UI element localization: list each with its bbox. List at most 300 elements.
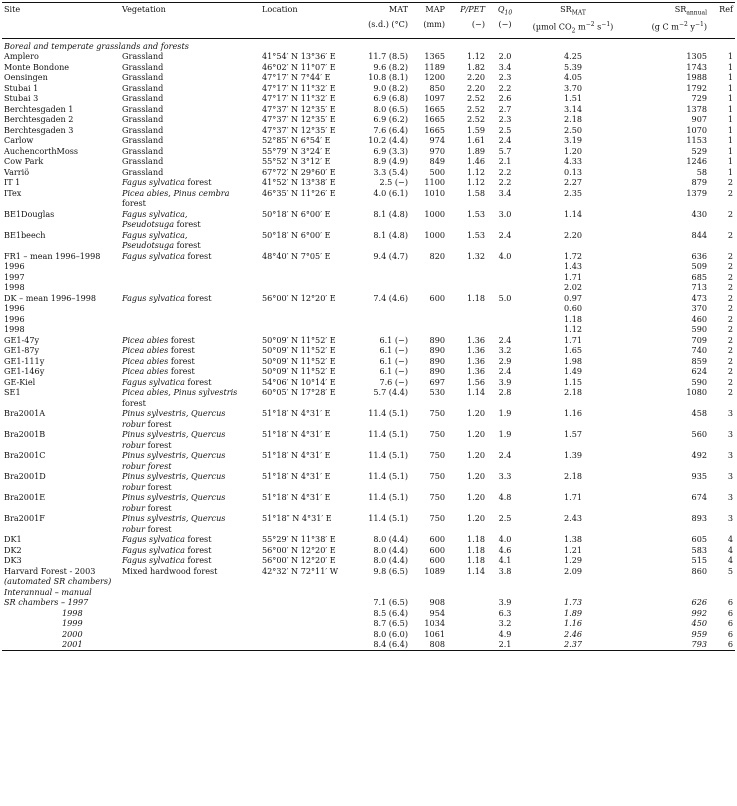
- cell-site: [2, 450, 120, 471]
- header-srannual: $SR_{annual}$: [623, 3, 709, 19]
- cell-srmat: 1.98: [563, 355, 583, 366]
- cell-srannual: 529: [691, 145, 707, 156]
- cell-site: [2, 114, 120, 125]
- cell-srmat: 5.39: [563, 61, 583, 72]
- cell-srmat: 0.97: [563, 292, 583, 303]
- table-row: [2, 83, 735, 94]
- site-name: GE1-47y: [4, 334, 40, 345]
- vegetation-type: Grassland: [122, 72, 164, 83]
- cell-vegetation: [120, 125, 260, 136]
- cell-mat: 6.1 (−): [379, 334, 408, 345]
- cell-vegetation: [120, 513, 260, 534]
- table-row: [2, 72, 735, 83]
- site-name: Amplero: [4, 51, 39, 62]
- vegetation-type: Mixed hardwood forest: [122, 565, 218, 576]
- cell-q10: [487, 587, 523, 598]
- table-row: [2, 125, 735, 136]
- site-year: 2000: [62, 628, 83, 639]
- cell-location: 51°18″ N 4°31′ E: [262, 513, 332, 524]
- cell-q10: 2.3: [498, 72, 512, 83]
- cell-q10: 2.5: [498, 124, 512, 135]
- cell-srannual: 370: [691, 303, 707, 314]
- table-row: [2, 608, 735, 619]
- cell-srannual: 959: [691, 628, 707, 639]
- cell-mat: 4.0 (6.1): [373, 187, 408, 198]
- cell-mat: 5.7 (4.4): [373, 387, 408, 398]
- cell-mat: 6.9 (3.3): [373, 145, 408, 156]
- cell-srmat: 1.29: [563, 555, 583, 566]
- cell-srmat: 3.70: [563, 82, 583, 93]
- cell-q10: [487, 314, 523, 325]
- cell-site: [2, 324, 120, 335]
- cell-map: [410, 272, 447, 283]
- vegetation-type: Grassland: [122, 166, 164, 177]
- cell-vegetation: [120, 387, 260, 408]
- cell-srannual: 430: [691, 208, 707, 219]
- cell-mat: 3.3 (5.4): [373, 166, 408, 177]
- site-name: FR1 – mean 1996–1998: [4, 250, 101, 261]
- cell-map: 600: [429, 544, 445, 555]
- vegetation-type: forest: [184, 544, 212, 555]
- cell-q10: 2.0: [498, 51, 512, 62]
- cell-location: [260, 618, 344, 629]
- cell-site: [2, 387, 120, 408]
- vegetation-species: Fagus sylvatica: [122, 292, 185, 303]
- cell-location: [260, 608, 344, 619]
- table-row: [2, 93, 735, 104]
- cell-ref: 2: [727, 355, 733, 366]
- table-row: [2, 188, 735, 209]
- site-name: Bra2001B: [4, 429, 46, 440]
- cell-srmat: 1.16: [563, 618, 583, 629]
- table-row: [2, 587, 735, 598]
- cell-srannual: 624: [691, 366, 707, 377]
- cell-ref: 3: [727, 471, 733, 482]
- cell-site: [2, 366, 120, 377]
- cell-site: [2, 303, 120, 314]
- cell-ppet: 1.36: [466, 355, 485, 366]
- site-name: 1998: [4, 324, 25, 335]
- cell-q10: 2.2: [498, 82, 512, 93]
- table-row: [2, 513, 735, 534]
- cell-vegetation: [120, 177, 260, 188]
- cell-map: 1000: [424, 229, 445, 240]
- vegetation-type: forest: [184, 292, 212, 303]
- cell-map: 1665: [424, 103, 445, 114]
- table-row: [2, 566, 735, 587]
- cell-location: 47°37′ N 12°35′ E: [262, 124, 336, 135]
- table-row: [2, 209, 735, 230]
- cell-ref: 3: [727, 450, 733, 461]
- cell-srmat: 4.25: [563, 51, 583, 62]
- cell-map: 890: [429, 345, 445, 356]
- site-name: IT 1: [4, 177, 21, 188]
- vegetation-type: Grassland: [122, 51, 164, 62]
- cell-ref: 6: [709, 639, 735, 650]
- cell-srmat: 3.19: [563, 135, 583, 146]
- cell-location: 51°18′ N 4°31′ E: [262, 471, 331, 482]
- header-mat-unit: (s.d.) (°C): [344, 19, 410, 39]
- cell-mat: 8.5 (6.4): [373, 607, 408, 618]
- cell-site: [2, 135, 120, 146]
- vegetation-species: Fagus sylvatica: [122, 555, 185, 566]
- cell-srannual: 1378: [686, 103, 707, 114]
- vegetation-type: forest: [168, 366, 195, 377]
- cell-q10: 2.2: [498, 177, 512, 188]
- vegetation-species: Pinus sylvestris, Quercus: [122, 429, 226, 440]
- cell-ppet: 2.52: [466, 103, 485, 114]
- cell-q10: 2.4: [498, 450, 512, 461]
- site-name: 1996: [4, 261, 25, 272]
- cell-srannual: 1246: [686, 156, 707, 167]
- cell-srannual: 844: [691, 229, 707, 240]
- cell-mat: 9.4 (4.7): [373, 250, 408, 261]
- header-mat: MAT: [344, 3, 410, 19]
- header-q10: $Q_{10}$: [487, 3, 523, 19]
- cell-mat: 8.4 (6.4): [344, 639, 410, 650]
- cell-srmat: 1.51: [563, 93, 583, 104]
- cell-srannual: 583: [691, 544, 707, 555]
- cell-srmat: 2.43: [563, 513, 583, 524]
- cell-mat: 7.6 (6.4): [373, 124, 408, 135]
- cell-srannual: 793: [623, 639, 709, 650]
- cell-ppet: [447, 282, 487, 293]
- vegetation-type: forest: [184, 555, 212, 566]
- cell-ref: 2: [727, 187, 733, 198]
- cell-vegetation: [120, 608, 260, 619]
- table-row: [2, 303, 735, 314]
- cell-ppet: 1.20: [466, 429, 485, 440]
- cell-ref: 4: [727, 555, 733, 566]
- cell-ppet: [447, 314, 487, 325]
- site-name: 1998: [4, 282, 25, 293]
- cell-site: [2, 639, 120, 650]
- cell-srannual: 590: [691, 324, 707, 335]
- header-vegetation: Vegetation: [120, 3, 260, 19]
- cell-location: 51°18′ N 4°31′ E: [262, 492, 331, 503]
- cell-vegetation: [120, 545, 260, 556]
- cell-q10: 2.4: [498, 334, 512, 345]
- cell-location: 54°06′ N 10°14′ E: [262, 376, 336, 387]
- cell-vegetation: [120, 566, 260, 587]
- cell-ref: 2: [727, 177, 733, 188]
- cell-ppet: [447, 629, 487, 640]
- header-q10-unit: (−): [487, 19, 523, 39]
- cell-site: [2, 125, 120, 136]
- site-name: Berchtesgaden 3: [4, 124, 74, 135]
- cell-ppet: [447, 324, 487, 335]
- site-name: Bra2001F: [4, 513, 45, 524]
- cell-ref: 5: [727, 565, 733, 576]
- site-name: Bra2001D: [4, 471, 46, 482]
- cell-location: [260, 314, 344, 325]
- cell-srannual: 1305: [686, 51, 707, 62]
- cell-q10: 3.9: [498, 597, 512, 608]
- cell-srmat: 2.18: [563, 114, 583, 125]
- table-row: [2, 639, 735, 650]
- cell-srmat: 4.33: [563, 156, 583, 167]
- cell-map: 1665: [424, 114, 445, 125]
- cell-site: [2, 566, 120, 587]
- cell-srannual: 674: [691, 492, 707, 503]
- cell-srmat: 2.18: [563, 387, 583, 398]
- cell-location: 47°17′ N 7°44′ E: [262, 72, 331, 83]
- cell-map: 1189: [424, 61, 445, 72]
- cell-q10: 3.2: [498, 618, 512, 629]
- cell-srannual: 740: [691, 345, 707, 356]
- table-row: [2, 62, 735, 73]
- cell-ref: 2: [727, 292, 733, 303]
- cell-vegetation: [120, 93, 260, 104]
- vegetation-species: robur: [122, 502, 146, 513]
- cell-vegetation: [120, 209, 260, 230]
- cell-srmat: 2.46: [563, 628, 583, 639]
- cell-site: [2, 492, 120, 513]
- cell-mat: 8.0 (6.5): [373, 103, 408, 114]
- table-row: [2, 345, 735, 356]
- cell-ref: 1: [727, 145, 733, 156]
- cell-q10: 3.9: [498, 376, 512, 387]
- vegetation-type: forest: [145, 502, 172, 513]
- cell-srmat: 0.60: [563, 303, 583, 314]
- cell-srmat: 1.71: [563, 492, 583, 503]
- cell-vegetation: [120, 230, 260, 251]
- table-row: [2, 314, 735, 325]
- cell-ppet: 2.52: [466, 93, 485, 104]
- cell-srmat: 1.20: [563, 145, 583, 156]
- cell-location: 47°17′ N 11°32′ E: [262, 93, 336, 104]
- cell-mat: 6.1 (−): [379, 345, 408, 356]
- cell-srmat: 1.73: [563, 597, 583, 608]
- site-year: 2001: [62, 639, 83, 650]
- cell-vegetation: [120, 534, 260, 545]
- cell-location: 46°35′ N 11°26′ E: [262, 187, 336, 198]
- cell-map: 849: [429, 156, 445, 167]
- cell-location: 51°18′ N 4°31′ E: [262, 450, 331, 461]
- vegetation-type: forest: [184, 250, 212, 261]
- cell-mat: 11.4 (5.1): [368, 450, 408, 461]
- cell-map: 750: [429, 429, 445, 440]
- cell-location: [260, 629, 344, 640]
- cell-ppet: [447, 639, 487, 650]
- cell-ref: 2: [727, 313, 733, 324]
- cell-vegetation: [120, 555, 260, 566]
- cell-map: 1034: [424, 618, 445, 629]
- cell-srmat: 1.15: [563, 376, 583, 387]
- cell-q10: [487, 324, 523, 335]
- section-title: Boreal and temperate grasslands and forests: [4, 40, 189, 51]
- cell-ppet: 1.82: [466, 61, 485, 72]
- site-name: Interannual – manual: [4, 586, 92, 597]
- table-row: [2, 555, 735, 566]
- cell-q10: 3.4: [498, 187, 512, 198]
- site-name: Bra2001A: [4, 408, 46, 419]
- cell-q10: [487, 282, 523, 293]
- table-row: [2, 450, 735, 471]
- cell-ppet: 1.89: [466, 145, 485, 156]
- vegetation-type: Grassland: [122, 145, 164, 156]
- cell-vegetation: [120, 408, 260, 429]
- vegetation-type: forest: [184, 534, 212, 545]
- cell-ref: 6: [727, 597, 733, 608]
- cell-site: [2, 629, 120, 640]
- cell-srmat: 1.39: [563, 450, 583, 461]
- cell-srmat: 3.14: [563, 103, 583, 114]
- cell-ref: 1: [727, 114, 733, 125]
- site-name: BE1beech: [4, 229, 46, 240]
- cell-ppet: 1.36: [466, 345, 485, 356]
- cell-map: 750: [429, 450, 445, 461]
- site-name: AuchencorthMoss: [4, 145, 79, 156]
- site-name: SR chambers – 1997: [4, 597, 89, 608]
- cell-location: 67°72′ N 29°60′ E: [262, 166, 336, 177]
- site-year: 1998: [62, 607, 83, 618]
- cell-srannual: 560: [691, 429, 707, 440]
- cell-ppet: [447, 618, 487, 629]
- cell-ref: 2: [727, 282, 733, 293]
- site-name: Harvard Forest - 2003: [4, 565, 96, 576]
- cell-map: 820: [429, 250, 445, 261]
- vegetation-species: Picea abies: [122, 345, 169, 356]
- cell-location: [260, 639, 344, 650]
- cell-q10: 2.1: [487, 639, 523, 650]
- cell-srannual: 1743: [686, 61, 707, 72]
- cell-q10: 1.9: [498, 429, 512, 440]
- cell-ref: 2: [727, 345, 733, 356]
- vegetation-type: forest: [168, 334, 195, 345]
- cell-srannual: 713: [691, 282, 707, 293]
- cell-srannual: 1792: [686, 82, 707, 93]
- cell-ppet: 1.12: [466, 51, 485, 62]
- header-srmat-unit: (µmol $CO_2$ $m^{-2}$ $s^{-1}$): [523, 19, 623, 39]
- cell-ppet: 1.61: [466, 135, 485, 146]
- table-row: [2, 51, 735, 62]
- cell-location: [260, 587, 344, 598]
- table-header: [2, 3, 735, 39]
- cell-mat: 9.0 (8.2): [373, 82, 408, 93]
- vegetation-type: forest: [145, 523, 172, 534]
- cell-srannual: 626: [691, 597, 707, 608]
- cell-vegetation: [120, 72, 260, 83]
- cell-vegetation: [120, 135, 260, 146]
- vegetation-type: forest: [145, 418, 172, 429]
- cell-location: 56°00′ N 12°20′ E: [262, 292, 336, 303]
- cell-q10: 2.5: [498, 513, 512, 524]
- vegetation-type: Grassland: [122, 103, 164, 114]
- site-name: GE1-111y: [4, 355, 45, 366]
- cell-ref: 2: [727, 366, 733, 377]
- cell-location: 52°85′ N 6°54′ E: [262, 135, 331, 146]
- vegetation-species: Fagus sylvatica,: [122, 208, 188, 219]
- cell-srannual: 1080: [686, 387, 707, 398]
- table-row: [2, 167, 735, 178]
- cell-map: 530: [429, 387, 445, 398]
- cell-srannual: 473: [691, 292, 707, 303]
- table-row: [2, 146, 735, 157]
- cell-q10: 3.2: [498, 345, 512, 356]
- cell-mat: 11.4 (5.1): [368, 513, 408, 524]
- site-name: Stubai 1: [4, 82, 39, 93]
- cell-site: [2, 83, 120, 94]
- cell-q10: 3.3: [498, 471, 512, 482]
- cell-location: 47°17′ N 11°32′ E: [262, 82, 336, 93]
- cell-mat: 6.1 (−): [379, 366, 408, 377]
- cell-srannual: 458: [691, 408, 707, 419]
- vegetation-type: forest: [184, 177, 212, 188]
- cell-vegetation: [120, 83, 260, 94]
- cell-srmat: 1.65: [563, 345, 583, 356]
- cell-location: [260, 272, 344, 283]
- cell-vegetation: [120, 356, 260, 367]
- cell-map: 1365: [424, 51, 445, 62]
- vegetation-species: robur: [122, 439, 146, 450]
- cell-ref: 2: [727, 376, 733, 387]
- cell-map: 600: [429, 534, 445, 545]
- cell-ref: 2: [727, 250, 733, 261]
- cell-ref: 3: [727, 429, 733, 440]
- vegetation-species: Pseudotsuga: [122, 219, 175, 230]
- cell-vegetation: [120, 314, 260, 325]
- cell-site: [2, 251, 120, 262]
- table-row: [2, 272, 735, 283]
- cell-location: 55°52′ N 3°12′ E: [262, 156, 331, 167]
- site-name: GE1-87y: [4, 345, 40, 356]
- cell-vegetation: [120, 587, 260, 598]
- site-year: 1999: [62, 618, 83, 629]
- cell-q10: 4.0: [498, 534, 512, 545]
- table-row: [2, 261, 735, 272]
- cell-q10: 2.4: [498, 229, 512, 240]
- cell-q10: 5.0: [498, 292, 512, 303]
- cell-location: 50°18′ N 6°00′ E: [262, 229, 331, 240]
- cell-ppet: 1.12: [466, 177, 485, 188]
- cell-srmat: 1.49: [563, 366, 583, 377]
- cell-ref: 1: [727, 124, 733, 135]
- cell-ref: 3: [727, 492, 733, 503]
- cell-mat: 9.8 (6.5): [373, 565, 408, 576]
- cell-vegetation: [120, 293, 260, 304]
- cell-srannual: 1153: [686, 135, 707, 146]
- table-row: [2, 104, 735, 115]
- cell-location: 50°09′ N 11°52′ E: [262, 334, 336, 345]
- cell-mat: 7.1 (6.5): [373, 597, 408, 608]
- cell-ppet: 1.18: [466, 534, 485, 545]
- cell-vegetation: [120, 345, 260, 356]
- cell-mat: 10.2 (4.4): [368, 135, 408, 146]
- cell-location: 42°32′ N 72°11′ W: [262, 565, 339, 576]
- cell-ppet: [447, 587, 487, 598]
- cell-vegetation: [120, 156, 260, 167]
- cell-site: [2, 471, 120, 492]
- cell-vegetation: [120, 51, 260, 62]
- cell-srmat: 2.27: [563, 177, 583, 188]
- table-row: [2, 618, 735, 629]
- cell-ppet: 1.56: [466, 376, 485, 387]
- cell-ppet: 1.20: [466, 408, 485, 419]
- cell-mat: 11.4 (5.1): [368, 429, 408, 440]
- cell-q10: [487, 272, 523, 283]
- cell-srmat: 1.16: [563, 408, 583, 419]
- cell-ref: 2: [727, 208, 733, 219]
- site-name: 1996: [4, 313, 25, 324]
- cell-site: [2, 104, 120, 115]
- cell-site: [2, 62, 120, 73]
- cell-srmat: 4.05: [563, 72, 583, 83]
- cell-ref: 6: [727, 618, 733, 629]
- cell-ref: 2: [727, 324, 733, 335]
- cell-ppet: 1.14: [466, 387, 485, 398]
- cell-srmat: 1.18: [563, 313, 583, 324]
